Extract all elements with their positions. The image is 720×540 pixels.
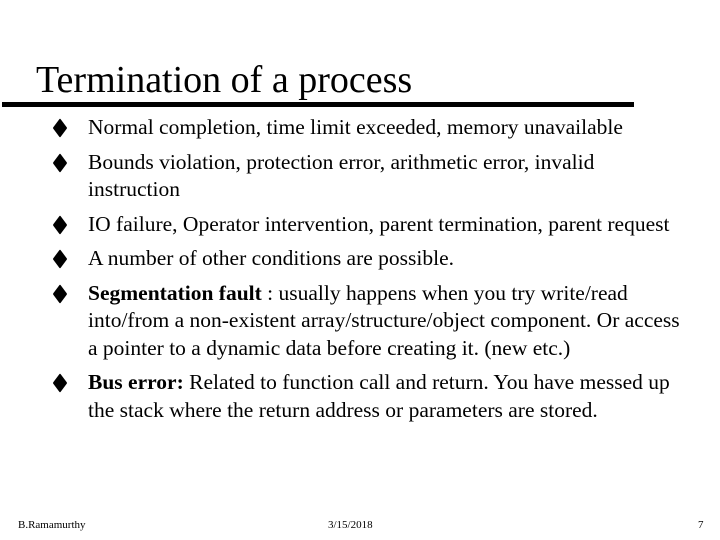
bullet-list xyxy=(88,114,688,431)
bullet-text: A number of other conditions are possible. xyxy=(88,246,455,270)
bullet-text: : usually happens when you try write/read into/from a non-existent array/structure/object component. Or access a pointer to a dynamic data before creating it. (new etc.) xyxy=(88,280,680,360)
diamond-bullet-icon xyxy=(53,215,68,234)
bullet-text: IO failure, Operator intervention, parent termination, parent request xyxy=(88,211,670,236)
bullet-term: Bus error: xyxy=(88,370,184,394)
bullet-text: Related to function call and return. You have messed up the stack where the return address or parameters are stored. xyxy=(88,370,670,422)
bullet-item xyxy=(88,211,688,239)
footer-author: B.Ramamurthy xyxy=(18,519,86,531)
bullet-item xyxy=(88,280,688,363)
bullet-item xyxy=(88,369,688,424)
title-underline xyxy=(2,102,634,107)
diamond-bullet-icon xyxy=(53,284,68,303)
bullet-text: Bounds violation, protection error, arithmetic error, invalid instruction xyxy=(88,149,595,201)
bullet-text: Normal completion, time limit exceeded, memory unavailable xyxy=(88,115,623,139)
footer-page-number: 7 xyxy=(698,519,704,531)
bullet-item xyxy=(88,114,688,142)
diamond-bullet-icon xyxy=(53,249,68,268)
diamond-bullet-icon xyxy=(53,373,68,392)
bullet-item xyxy=(88,149,688,204)
diamond-bullet-icon xyxy=(53,118,68,137)
bullet-term: Segmentation fault xyxy=(88,280,262,305)
diamond-bullet-icon xyxy=(53,153,68,172)
slide-title: Termination of a process xyxy=(36,59,413,101)
bullet-item xyxy=(88,245,688,273)
footer-date: 3/15/2018 xyxy=(328,519,373,531)
